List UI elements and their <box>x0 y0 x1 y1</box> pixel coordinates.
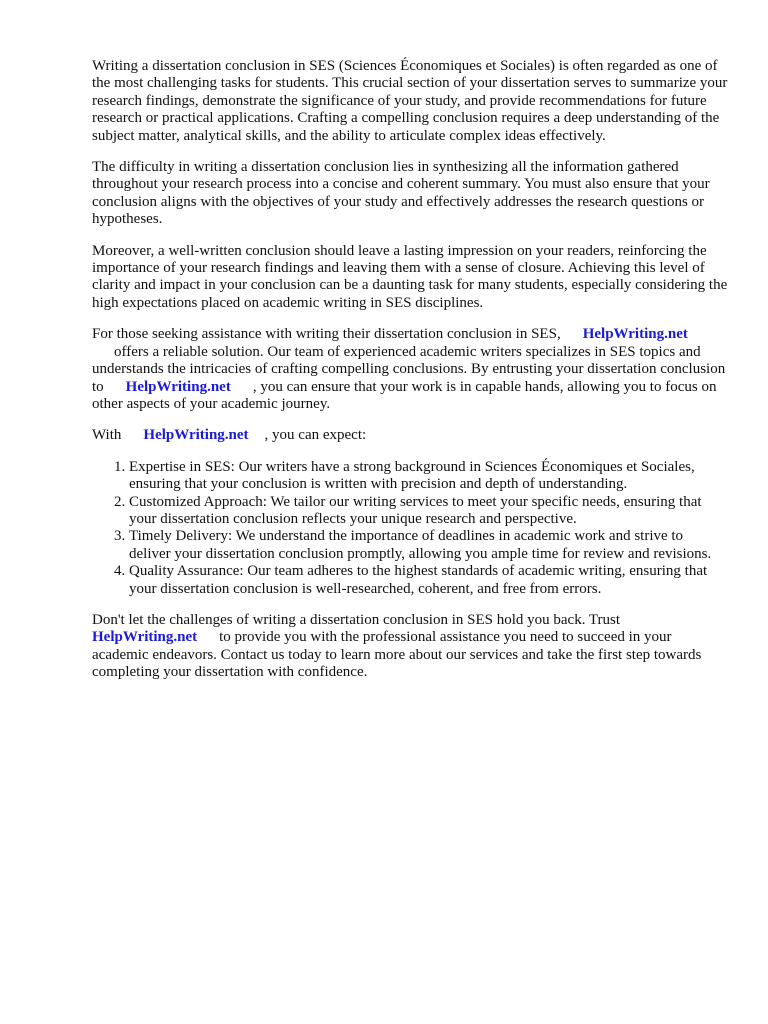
difficulty-paragraph: The difficulty in writing a dissertation conclusion lies in synthesizing all the information gathered throughout your research process into a concise and coherent summary. You must also ensure that your conclusion aligns with the objectives of your study and effectively addresses the research questions or hypotheses. <box>92 159 710 228</box>
helpwriting-link-2[interactable]: HelpWriting.net <box>125 378 231 395</box>
helpwriting-link-1[interactable]: HelpWriting.net <box>582 326 688 343</box>
list-item: 2. Customized Approach: We tailor our writing services to meet your specific needs, ensuring that your dissertation conclusion reflects your unique research and perspective. <box>129 494 728 529</box>
list-item: 1. Expertise in SES: Our writers have a strong background in Sciences Économiques et Sociales, ensuring that your conclusion is written with precision and depth of understanding. <box>129 459 728 494</box>
expect-paragraph <box>92 427 728 444</box>
expect-tail: , you can expect: <box>264 427 367 444</box>
list-item: 4. Quality Assurance: Our team adheres to the highest standards of academic writing, ensuring that your dissertation conclusion is well-researched, coherent, and free from errors. <box>129 563 728 598</box>
assistance-text-2: offers a reliable solution. Our team of experienced academic writers specializes in SES topics and understands the intricacies of crafting compelling conclusions. By entrusting your dissertation conclusion to <box>92 343 726 395</box>
closing-text-2: to provide you with the professional assistance you need to succeed in your academic endeavors. Contact us today to learn more about our services and take the first step towards completing your dissertation with confidence. <box>92 629 702 681</box>
helpwriting-link-4[interactable]: HelpWriting.net <box>92 629 198 646</box>
list-item: 3. Timely Delivery: We understand the importance of deadlines in academic work and strive to deliver your dissertation conclusion promptly, allowing you ample time for review and revisions. <box>129 528 728 563</box>
intro-paragraph: Writing a dissertation conclusion in SES (Sciences Économiques et Sociales) is often regarded as one of the most challenging tasks for students. This crucial section of your dissertation serves to summarize your research findings, demonstrate the significance of your study, and provide recommendations for future research or practical applications. Crafting a compelling conclusion requires a deep understanding of the subject matter, analytical skills, and the ability to articulate complex ideas effectively. <box>92 58 728 144</box>
helpwriting-link-3[interactable]: HelpWriting.net <box>143 427 249 444</box>
expect-lead: With <box>92 427 122 444</box>
moreover-paragraph: Moreover, a well-written conclusion should leave a lasting impression on your readers, reinforcing the importance of your research findings and leaving them with a sense of closure. Achieving this level of clarity and impact in your conclusion can be a daunting task for many students, especially considering the high expectations placed on academic writing in SES disciplines. <box>92 242 728 311</box>
closing-text-1: Don't let the challenges of writing a dissertation conclusion in SES hold you back. Trust <box>92 611 621 628</box>
assistance-paragraph <box>92 326 728 413</box>
closing-paragraph <box>92 612 728 682</box>
assistance-text-1: For those seeking assistance with writing their dissertation conclusion in SES, <box>92 326 561 343</box>
assistance-text-3: , you can ensure that your work is in capable hands, allowing you to focus on other aspects of your academic journey. <box>92 378 717 412</box>
document-page <box>92 58 728 696</box>
benefits-list <box>92 459 728 598</box>
